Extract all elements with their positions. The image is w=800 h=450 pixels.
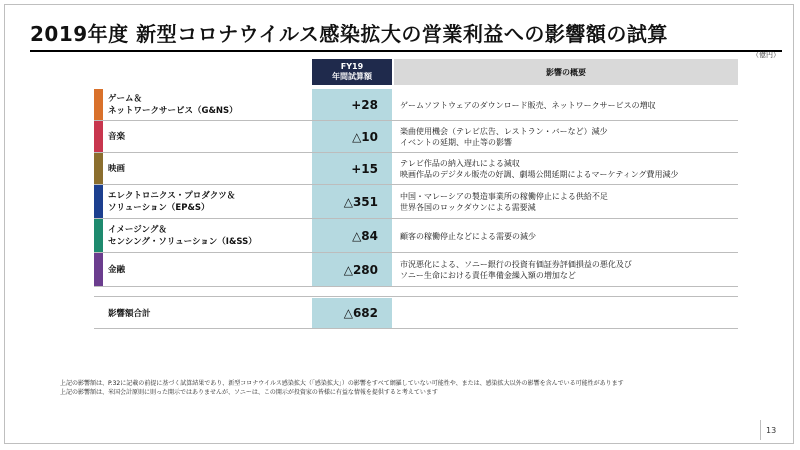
table-row (94, 185, 738, 219)
segment-name (108, 121, 308, 153)
total-bottom-divider (94, 328, 738, 329)
row-divider (94, 286, 738, 287)
impact-description (400, 219, 736, 253)
segment-color-bar (94, 253, 103, 287)
table-row (94, 253, 738, 287)
impact-value: △84 (312, 219, 392, 253)
total-value: △682 (312, 298, 392, 328)
segment-name-line1: 金融 (108, 265, 126, 275)
impact-description (400, 121, 736, 153)
impact-description-line1: 楽曲使用機会（テレビ広告、レストラン・バーなど）減少 (400, 127, 608, 136)
page-number: 13 (766, 426, 777, 435)
impact-description (400, 153, 736, 185)
column-header-fy19 (312, 59, 392, 85)
impact-description-line2: 映画作品のデジタル販売の好調、劇場公開延期によるマーケティング費用減少 (400, 170, 679, 179)
impact-description-line1: 顧客の稼働停止などによる需要の減少 (400, 231, 536, 241)
segment-name (108, 89, 308, 121)
segment-name (108, 153, 308, 185)
column-header-impact: 影響の概要 (394, 59, 738, 85)
segment-color-bar (94, 153, 103, 185)
impact-description-line2: ソニー生命における責任準備金繰入額の増加など (400, 271, 576, 280)
table-row (94, 153, 738, 185)
footnote-line: 上記の影響額は、P.32に記載の前提に基づく試算結果であり、新型コロナウイルス感染拡大（「感染拡大」）の影響をすべて網羅していない可能性や、または、感染拡大以外の影響を含んでいる可能性があります (60, 380, 624, 387)
segment-name-line2: ソリューション（EP&S） (108, 203, 210, 213)
segment-color-bar (94, 219, 103, 253)
segment-name-line1: 映画 (108, 164, 126, 174)
impact-description (400, 253, 736, 287)
footnote-line: 上記の影響額は、米国会計原則に則った開示ではありませんが、ソニーは、この開示が投資家の皆様に有益な情報を提供すると考えています (60, 389, 438, 396)
segment-color-bar (94, 89, 103, 121)
title-divider (30, 50, 782, 52)
total-label: 影響額合計 (108, 309, 151, 319)
table-row (94, 121, 738, 153)
segment-name-line2: ネットワークサービス（G&NS） (108, 106, 238, 116)
impact-description-line1: 市況悪化による、ソニー銀行の投資有価証券評価損益の悪化及び (400, 260, 632, 269)
table-row (94, 89, 738, 121)
impact-description-line1: 中国・マレーシアの製造事業所の稼働停止による供給不足 (400, 192, 608, 201)
segment-name (108, 253, 308, 287)
segment-color-bar (94, 185, 103, 219)
impact-description-line2: 世界各国のロックダウンによる需要減 (400, 203, 536, 212)
impact-value: △280 (312, 253, 392, 287)
impact-value: +15 (312, 153, 392, 185)
footnotes (60, 379, 740, 397)
unit-label: （億円） (752, 51, 780, 59)
page-title: 2019年度 新型コロナウイルス感染拡大の営業利益への影響額の試算 (30, 22, 668, 46)
segment-name-line1: エレクトロニクス・プロダクツ＆ (108, 191, 236, 201)
impact-description-line1: テレビ作品の納入遅れによる減収 (400, 159, 520, 168)
impact-value: △351 (312, 185, 392, 219)
segment-name (108, 185, 308, 219)
total-top-divider (94, 296, 738, 297)
segment-name-line1: イメージング＆ (108, 225, 167, 235)
impact-value: +28 (312, 89, 392, 121)
column-header-fy19-line1: FY19 (340, 62, 364, 71)
segment-color-bar (94, 121, 103, 153)
impact-description (400, 89, 736, 121)
segment-name (108, 219, 308, 253)
column-header-fy19-line2: 年間試算額 (332, 72, 372, 81)
impact-description-line2: イベントの延期、中止等の影響 (400, 138, 512, 147)
table-row (94, 219, 738, 253)
page-number-divider (760, 420, 761, 440)
impact-value: △10 (312, 121, 392, 153)
segment-name-line1: ゲーム＆ (108, 94, 143, 104)
impact-description-line1: ゲームソフトウェアのダウンロード販売、ネットワークサービスの増収 (400, 100, 656, 110)
segment-name-line1: 音楽 (108, 132, 126, 142)
impact-description (400, 185, 736, 219)
segment-name-line2: センシング・ソリューション（I&SS） (108, 237, 257, 247)
